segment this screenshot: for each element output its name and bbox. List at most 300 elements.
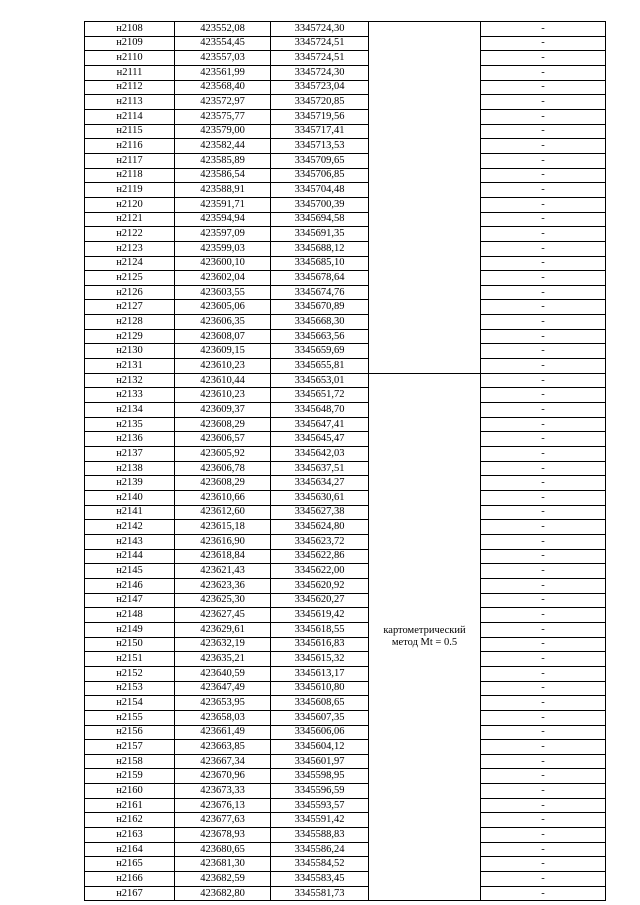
x-coordinate-cell: 423640,59 (175, 666, 271, 681)
y-coordinate-cell: 3345706,85 (271, 168, 369, 183)
table-row (85, 51, 606, 66)
y-coordinate-cell: 3345616,83 (271, 637, 369, 652)
dash-cell: - (481, 652, 606, 667)
point-id-cell: н2160 (85, 784, 175, 799)
dash-cell: - (481, 769, 606, 784)
x-coordinate-cell: 423632,19 (175, 637, 271, 652)
table-row (85, 608, 606, 623)
point-id-cell: н2125 (85, 271, 175, 286)
point-id-cell: н2115 (85, 124, 175, 139)
table-row (85, 491, 606, 506)
y-coordinate-cell: 3345624,80 (271, 520, 369, 535)
table-row (85, 124, 606, 139)
y-coordinate-cell: 3345618,55 (271, 622, 369, 637)
table-row (85, 872, 606, 887)
table-row (85, 109, 606, 124)
dash-cell: - (481, 403, 606, 418)
dash-cell: - (481, 637, 606, 652)
table-row (85, 65, 606, 80)
dash-cell: - (481, 520, 606, 535)
table-row (85, 505, 606, 520)
y-coordinate-cell: 3345586,24 (271, 842, 369, 857)
y-coordinate-cell: 3345619,42 (271, 608, 369, 623)
y-coordinate-cell: 3345627,38 (271, 505, 369, 520)
y-coordinate-cell: 3345645,47 (271, 432, 369, 447)
x-coordinate-cell: 423621,43 (175, 564, 271, 579)
dash-cell: - (481, 725, 606, 740)
coordinates-table-body (85, 22, 606, 901)
table-row (85, 80, 606, 95)
dash-cell: - (481, 798, 606, 813)
table-row (85, 359, 606, 374)
table-row (85, 183, 606, 198)
table-row (85, 520, 606, 535)
dash-cell: - (481, 36, 606, 51)
dash-cell: - (481, 417, 606, 432)
x-coordinate-cell: 423670,96 (175, 769, 271, 784)
point-id-cell: н2164 (85, 842, 175, 857)
dash-cell: - (481, 857, 606, 872)
table-row (85, 388, 606, 403)
point-id-cell: н2151 (85, 652, 175, 667)
x-coordinate-cell: 423682,59 (175, 872, 271, 887)
table-row (85, 842, 606, 857)
table-row (85, 432, 606, 447)
table-row (85, 534, 606, 549)
x-coordinate-cell: 423588,91 (175, 183, 271, 198)
y-coordinate-cell: 3345724,30 (271, 65, 369, 80)
x-coordinate-cell: 423605,92 (175, 447, 271, 462)
dash-cell: - (481, 212, 606, 227)
point-id-cell: н2145 (85, 564, 175, 579)
y-coordinate-cell: 3345700,39 (271, 197, 369, 212)
table-row (85, 549, 606, 564)
point-id-cell: н2158 (85, 754, 175, 769)
table-row (85, 754, 606, 769)
table-row (85, 740, 606, 755)
dash-cell: - (481, 271, 606, 286)
x-coordinate-cell: 423658,03 (175, 710, 271, 725)
point-id-cell: н2161 (85, 798, 175, 813)
y-coordinate-cell: 3345663,56 (271, 329, 369, 344)
dash-cell: - (481, 359, 606, 374)
dash-cell: - (481, 666, 606, 681)
x-coordinate-cell: 423610,44 (175, 373, 271, 388)
point-id-cell: н2129 (85, 329, 175, 344)
table-row (85, 461, 606, 476)
dash-cell: - (481, 285, 606, 300)
point-id-cell: н2120 (85, 197, 175, 212)
x-coordinate-cell: 423673,33 (175, 784, 271, 799)
point-id-cell: н2124 (85, 256, 175, 271)
point-id-cell: н2142 (85, 520, 175, 535)
x-coordinate-cell: 423608,07 (175, 329, 271, 344)
x-coordinate-cell: 423610,23 (175, 388, 271, 403)
table-row (85, 828, 606, 843)
table-row (85, 784, 606, 799)
x-coordinate-cell: 423606,35 (175, 315, 271, 330)
y-coordinate-cell: 3345688,12 (271, 241, 369, 256)
y-coordinate-cell: 3345670,89 (271, 300, 369, 315)
x-coordinate-cell: 423612,60 (175, 505, 271, 520)
y-coordinate-cell: 3345724,30 (271, 22, 369, 37)
y-coordinate-cell: 3345694,58 (271, 212, 369, 227)
table-row (85, 256, 606, 271)
point-id-cell: н2150 (85, 637, 175, 652)
point-id-cell: н2122 (85, 227, 175, 242)
y-coordinate-cell: 3345637,51 (271, 461, 369, 476)
dash-cell: - (481, 622, 606, 637)
dash-cell: - (481, 828, 606, 843)
y-coordinate-cell: 3345642,03 (271, 447, 369, 462)
x-coordinate-cell: 423554,45 (175, 36, 271, 51)
point-id-cell: н2156 (85, 725, 175, 740)
point-id-cell: н2155 (85, 710, 175, 725)
x-coordinate-cell: 423586,54 (175, 168, 271, 183)
point-id-cell: н2111 (85, 65, 175, 80)
x-coordinate-cell: 423680,65 (175, 842, 271, 857)
x-coordinate-cell: 423663,85 (175, 740, 271, 755)
y-coordinate-cell: 3345724,51 (271, 36, 369, 51)
x-coordinate-cell: 423600,10 (175, 256, 271, 271)
point-id-cell: н2148 (85, 608, 175, 623)
point-id-cell: н2152 (85, 666, 175, 681)
table-row (85, 857, 606, 872)
y-coordinate-cell: 3345593,57 (271, 798, 369, 813)
x-coordinate-cell: 423610,23 (175, 359, 271, 374)
table-row (85, 666, 606, 681)
x-coordinate-cell: 423585,89 (175, 153, 271, 168)
point-id-cell: н2157 (85, 740, 175, 755)
table-row (85, 241, 606, 256)
dash-cell: - (481, 51, 606, 66)
dash-cell: - (481, 227, 606, 242)
table-row (85, 622, 606, 637)
x-coordinate-cell: 423623,36 (175, 578, 271, 593)
point-id-cell: н2143 (85, 534, 175, 549)
x-coordinate-cell: 423608,29 (175, 476, 271, 491)
y-coordinate-cell: 3345648,70 (271, 403, 369, 418)
dash-cell: - (481, 608, 606, 623)
y-coordinate-cell: 3345704,48 (271, 183, 369, 198)
dash-cell: - (481, 813, 606, 828)
y-coordinate-cell: 3345601,97 (271, 754, 369, 769)
x-coordinate-cell: 423676,13 (175, 798, 271, 813)
y-coordinate-cell: 3345685,10 (271, 256, 369, 271)
point-id-cell: н2141 (85, 505, 175, 520)
y-coordinate-cell: 3345630,61 (271, 491, 369, 506)
table-row (85, 593, 606, 608)
y-coordinate-cell: 3345674,76 (271, 285, 369, 300)
x-coordinate-cell: 423606,57 (175, 432, 271, 447)
x-coordinate-cell: 423605,06 (175, 300, 271, 315)
x-coordinate-cell: 423618,84 (175, 549, 271, 564)
dash-cell: - (481, 183, 606, 198)
point-id-cell: н2140 (85, 491, 175, 506)
y-coordinate-cell: 3345653,01 (271, 373, 369, 388)
dash-cell: - (481, 710, 606, 725)
x-coordinate-cell: 423561,99 (175, 65, 271, 80)
y-coordinate-cell: 3345659,69 (271, 344, 369, 359)
y-coordinate-cell: 3345615,32 (271, 652, 369, 667)
y-coordinate-cell: 3345668,30 (271, 315, 369, 330)
table-row (85, 139, 606, 154)
dash-cell: - (481, 65, 606, 80)
method-label-line1: картометрический (383, 625, 466, 637)
point-id-cell: н2136 (85, 432, 175, 447)
dash-cell: - (481, 696, 606, 711)
point-id-cell: н2138 (85, 461, 175, 476)
x-coordinate-cell: 423678,93 (175, 828, 271, 843)
dash-cell: - (481, 153, 606, 168)
x-coordinate-cell: 423629,61 (175, 622, 271, 637)
x-coordinate-cell: 423557,03 (175, 51, 271, 66)
point-id-cell: н2113 (85, 95, 175, 110)
table-row (85, 725, 606, 740)
dash-cell: - (481, 491, 606, 506)
point-id-cell: н2118 (85, 168, 175, 183)
x-coordinate-cell: 423667,34 (175, 754, 271, 769)
y-coordinate-cell: 3345620,92 (271, 578, 369, 593)
dash-cell: - (481, 681, 606, 696)
x-coordinate-cell: 423602,04 (175, 271, 271, 286)
table-row (85, 197, 606, 212)
table-row (85, 710, 606, 725)
table-row (85, 447, 606, 462)
dash-cell: - (481, 872, 606, 887)
y-coordinate-cell: 3345596,59 (271, 784, 369, 799)
dash-cell: - (481, 534, 606, 549)
point-id-cell: н2165 (85, 857, 175, 872)
dash-cell: - (481, 549, 606, 564)
point-id-cell: н2153 (85, 681, 175, 696)
y-coordinate-cell: 3345620,27 (271, 593, 369, 608)
y-coordinate-cell: 3345613,17 (271, 666, 369, 681)
x-coordinate-cell: 423653,95 (175, 696, 271, 711)
table-row (85, 36, 606, 51)
dash-cell: - (481, 197, 606, 212)
dash-cell: - (481, 256, 606, 271)
x-coordinate-cell: 423599,03 (175, 241, 271, 256)
point-id-cell: н2121 (85, 212, 175, 227)
point-id-cell: н2123 (85, 241, 175, 256)
dash-cell: - (481, 593, 606, 608)
table-row (85, 813, 606, 828)
point-id-cell: н2127 (85, 300, 175, 315)
y-coordinate-cell: 3345719,56 (271, 109, 369, 124)
dash-cell: - (481, 740, 606, 755)
table-row (85, 315, 606, 330)
x-coordinate-cell: 423677,63 (175, 813, 271, 828)
point-id-cell: н2119 (85, 183, 175, 198)
table-row (85, 344, 606, 359)
y-coordinate-cell: 3345581,73 (271, 886, 369, 901)
dash-cell: - (481, 80, 606, 95)
x-coordinate-cell: 423568,40 (175, 80, 271, 95)
x-coordinate-cell: 423572,97 (175, 95, 271, 110)
table-row (85, 564, 606, 579)
dash-cell: - (481, 578, 606, 593)
x-coordinate-cell: 423681,30 (175, 857, 271, 872)
point-id-cell: н2126 (85, 285, 175, 300)
dash-cell: - (481, 168, 606, 183)
point-id-cell: н2128 (85, 315, 175, 330)
x-coordinate-cell: 423682,80 (175, 886, 271, 901)
x-coordinate-cell: 423575,77 (175, 109, 271, 124)
y-coordinate-cell: 3345713,53 (271, 139, 369, 154)
method-label-line2: метод Mt = 0.5 (391, 637, 458, 649)
y-coordinate-cell: 3345606,06 (271, 725, 369, 740)
point-id-cell: н2114 (85, 109, 175, 124)
dash-cell: - (481, 124, 606, 139)
point-id-cell: н2159 (85, 769, 175, 784)
point-id-cell: н2146 (85, 578, 175, 593)
x-coordinate-cell: 423616,90 (175, 534, 271, 549)
table-row (85, 168, 606, 183)
dash-cell: - (481, 329, 606, 344)
x-coordinate-cell: 423591,71 (175, 197, 271, 212)
point-id-cell: н2133 (85, 388, 175, 403)
table-row (85, 681, 606, 696)
dash-cell: - (481, 886, 606, 901)
table-row (85, 22, 606, 37)
point-id-cell: н2130 (85, 344, 175, 359)
x-coordinate-cell: 423627,45 (175, 608, 271, 623)
x-coordinate-cell: 423661,49 (175, 725, 271, 740)
y-coordinate-cell: 3345598,95 (271, 769, 369, 784)
table-row (85, 578, 606, 593)
point-id-cell: н2109 (85, 36, 175, 51)
y-coordinate-cell: 3345583,45 (271, 872, 369, 887)
y-coordinate-cell: 3345622,86 (271, 549, 369, 564)
point-id-cell: н2147 (85, 593, 175, 608)
coordinates-table (84, 21, 606, 901)
point-id-cell: н2134 (85, 403, 175, 418)
table-row (85, 285, 606, 300)
x-coordinate-cell: 423610,66 (175, 491, 271, 506)
point-id-cell: н2108 (85, 22, 175, 37)
y-coordinate-cell: 3345607,35 (271, 710, 369, 725)
y-coordinate-cell: 3345724,51 (271, 51, 369, 66)
point-id-cell: н2144 (85, 549, 175, 564)
dash-cell: - (481, 784, 606, 799)
point-id-cell: н2163 (85, 828, 175, 843)
x-coordinate-cell: 423615,18 (175, 520, 271, 535)
y-coordinate-cell: 3345588,83 (271, 828, 369, 843)
point-id-cell: н2131 (85, 359, 175, 374)
y-coordinate-cell: 3345651,72 (271, 388, 369, 403)
point-id-cell: н2137 (85, 447, 175, 462)
x-coordinate-cell: 423552,08 (175, 22, 271, 37)
y-coordinate-cell: 3345717,41 (271, 124, 369, 139)
table-row (85, 696, 606, 711)
y-coordinate-cell: 3345634,27 (271, 476, 369, 491)
dash-cell: - (481, 315, 606, 330)
dash-cell: - (481, 22, 606, 37)
point-id-cell: н2132 (85, 373, 175, 388)
point-id-cell: н2139 (85, 476, 175, 491)
method-cell (369, 373, 481, 901)
point-id-cell: н2154 (85, 696, 175, 711)
dash-cell: - (481, 95, 606, 110)
dash-cell: - (481, 476, 606, 491)
y-coordinate-cell: 3345608,65 (271, 696, 369, 711)
x-coordinate-cell: 423579,00 (175, 124, 271, 139)
dash-cell: - (481, 461, 606, 476)
table-row (85, 329, 606, 344)
y-coordinate-cell: 3345678,64 (271, 271, 369, 286)
x-coordinate-cell: 423608,29 (175, 417, 271, 432)
dash-cell: - (481, 754, 606, 769)
table-row (85, 637, 606, 652)
method-cell-upper (369, 22, 481, 374)
x-coordinate-cell: 423597,09 (175, 227, 271, 242)
y-coordinate-cell: 3345610,80 (271, 681, 369, 696)
point-id-cell: н2166 (85, 872, 175, 887)
table-row (85, 212, 606, 227)
y-coordinate-cell: 3345691,35 (271, 227, 369, 242)
x-coordinate-cell: 423609,37 (175, 403, 271, 418)
table-row (85, 886, 606, 901)
x-coordinate-cell: 423647,49 (175, 681, 271, 696)
x-coordinate-cell: 423594,94 (175, 212, 271, 227)
y-coordinate-cell: 3345591,42 (271, 813, 369, 828)
point-id-cell: н2135 (85, 417, 175, 432)
dash-cell: - (481, 300, 606, 315)
y-coordinate-cell: 3345723,04 (271, 80, 369, 95)
x-coordinate-cell: 423603,55 (175, 285, 271, 300)
table-row (85, 417, 606, 432)
dash-cell: - (481, 564, 606, 579)
dash-cell: - (481, 373, 606, 388)
table-row (85, 798, 606, 813)
point-id-cell: н2112 (85, 80, 175, 95)
table-row (85, 153, 606, 168)
y-coordinate-cell: 3345622,00 (271, 564, 369, 579)
y-coordinate-cell: 3345655,81 (271, 359, 369, 374)
point-id-cell: н2110 (85, 51, 175, 66)
y-coordinate-cell: 3345647,41 (271, 417, 369, 432)
y-coordinate-cell: 3345709,65 (271, 153, 369, 168)
dash-cell: - (481, 447, 606, 462)
dash-cell: - (481, 432, 606, 447)
point-id-cell: н2116 (85, 139, 175, 154)
dash-cell: - (481, 139, 606, 154)
dash-cell: - (481, 109, 606, 124)
point-id-cell: н2162 (85, 813, 175, 828)
dash-cell: - (481, 241, 606, 256)
table-row (85, 271, 606, 286)
x-coordinate-cell: 423635,21 (175, 652, 271, 667)
y-coordinate-cell: 3345720,85 (271, 95, 369, 110)
point-id-cell: н2167 (85, 886, 175, 901)
table-row (85, 373, 606, 388)
dash-cell: - (481, 344, 606, 359)
table-row (85, 300, 606, 315)
y-coordinate-cell: 3345584,52 (271, 857, 369, 872)
dash-cell: - (481, 842, 606, 857)
x-coordinate-cell: 423606,78 (175, 461, 271, 476)
x-coordinate-cell: 423625,30 (175, 593, 271, 608)
point-id-cell: н2117 (85, 153, 175, 168)
y-coordinate-cell: 3345604,12 (271, 740, 369, 755)
dash-cell: - (481, 388, 606, 403)
x-coordinate-cell: 423609,15 (175, 344, 271, 359)
table-row (85, 769, 606, 784)
table-row (85, 403, 606, 418)
x-coordinate-cell: 423582,44 (175, 139, 271, 154)
dash-cell: - (481, 505, 606, 520)
